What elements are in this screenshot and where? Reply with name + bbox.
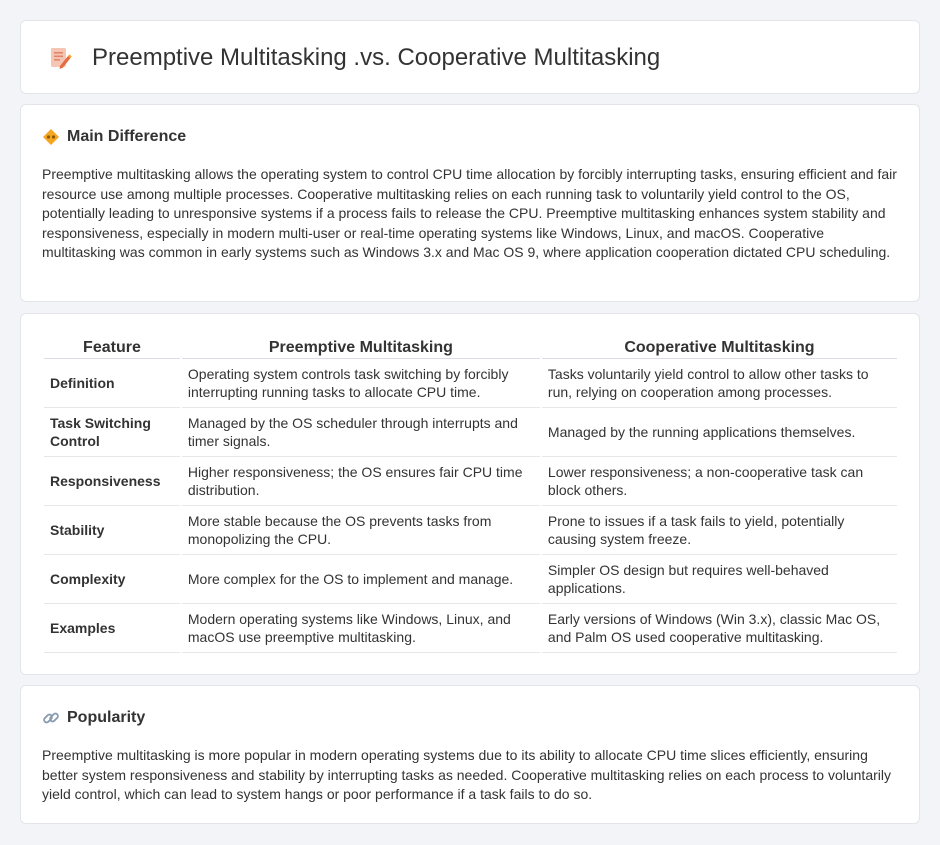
row-preemptive: Higher responsiveness; the OS ensures fair CPU time distribution. (182, 457, 540, 506)
main-difference-header (42, 126, 186, 148)
table-row (44, 408, 897, 457)
table-row (44, 457, 897, 506)
row-preemptive: More stable because the OS prevents tasks from monopolizing the CPU. (182, 506, 540, 555)
row-cooperative: Prone to issues if a task fails to yield, potentially causing system freeze. (542, 506, 897, 555)
row-feature: Complexity (44, 555, 180, 604)
row-preemptive: More complex for the OS to implement and manage. (182, 555, 540, 604)
row-preemptive: Modern operating systems like Windows, Linux, and macOS use preemptive multitasking. (182, 604, 540, 653)
row-cooperative: Simpler OS design but requires well-behaved applications. (542, 555, 897, 604)
title-card (20, 20, 920, 94)
link-icon (42, 709, 60, 727)
table-row (44, 555, 897, 604)
row-feature: Examples (44, 604, 180, 653)
comparison-table (42, 335, 899, 653)
table-row (44, 604, 897, 653)
row-preemptive: Operating system controls task switching by forcibly interrupting running tasks to allocate CPU time. (182, 359, 540, 408)
header-preemptive: Preemptive Multitasking (182, 335, 540, 359)
header-cooperative: Cooperative Multitasking (542, 335, 897, 359)
popularity-text: Preemptive multitasking is more popular in modern operating systems due to its ability to allocate CPU time slices efficiently, ensuring better system responsiveness and stability by interrupting tasks as needed. Cooperative multitasking relies on each process to voluntarily yield control, which can lead to system hangs or poor performance if a task fails to do so. (42, 747, 891, 802)
table-row (44, 359, 897, 408)
row-preemptive: Managed by the OS scheduler through interrupts and timer signals. (182, 408, 540, 457)
document-pencil-icon (47, 45, 73, 71)
row-feature: Definition (44, 359, 180, 408)
main-difference-heading: Main Difference (67, 128, 187, 145)
diamond-sign-icon (42, 128, 60, 146)
row-feature: Task Switching Control (44, 408, 180, 457)
row-cooperative: Lower responsiveness; a non-cooperative task can block others. (542, 457, 897, 506)
table-row (44, 506, 897, 555)
header-feature: Feature (44, 335, 180, 359)
row-cooperative: Tasks voluntarily yield control to allow other tasks to run, relying on cooperation among processes. (542, 359, 897, 408)
popularity-card (20, 685, 920, 824)
row-cooperative: Managed by the running applications themselves. (542, 408, 897, 457)
main-difference-card (20, 104, 920, 302)
main-difference-text: Preemptive multitasking allows the operating system to control CPU time allocation by forcibly interrupting tasks, ensuring efficient and fair resource use among multiple processes. Cooperative multitasking relies on each running task to voluntarily yield control to the OS, potentially leading to unresponsive systems if a process fails to release the CPU. Preemptive multitasking enhances system stability and responsiveness, especially in modern multi-user or real-time operating systems like Windows, Linux, and macOS. Cooperative multitasking was common in early systems such as Windows 3.x and Mac OS 9, where application cooperation dictated CPU scheduling. (42, 166, 897, 260)
table-header-row (44, 335, 897, 359)
popularity-header (42, 707, 145, 729)
row-cooperative: Early versions of Windows (Win 3.x), classic Mac OS, and Palm OS used cooperative multitasking. (542, 604, 897, 653)
page-title: Preemptive Multitasking .vs. Cooperative Multitasking (92, 44, 661, 71)
row-feature: Stability (44, 506, 180, 555)
row-feature: Responsiveness (44, 457, 180, 506)
popularity-heading: Popularity (67, 709, 146, 726)
comparison-card (20, 313, 920, 675)
